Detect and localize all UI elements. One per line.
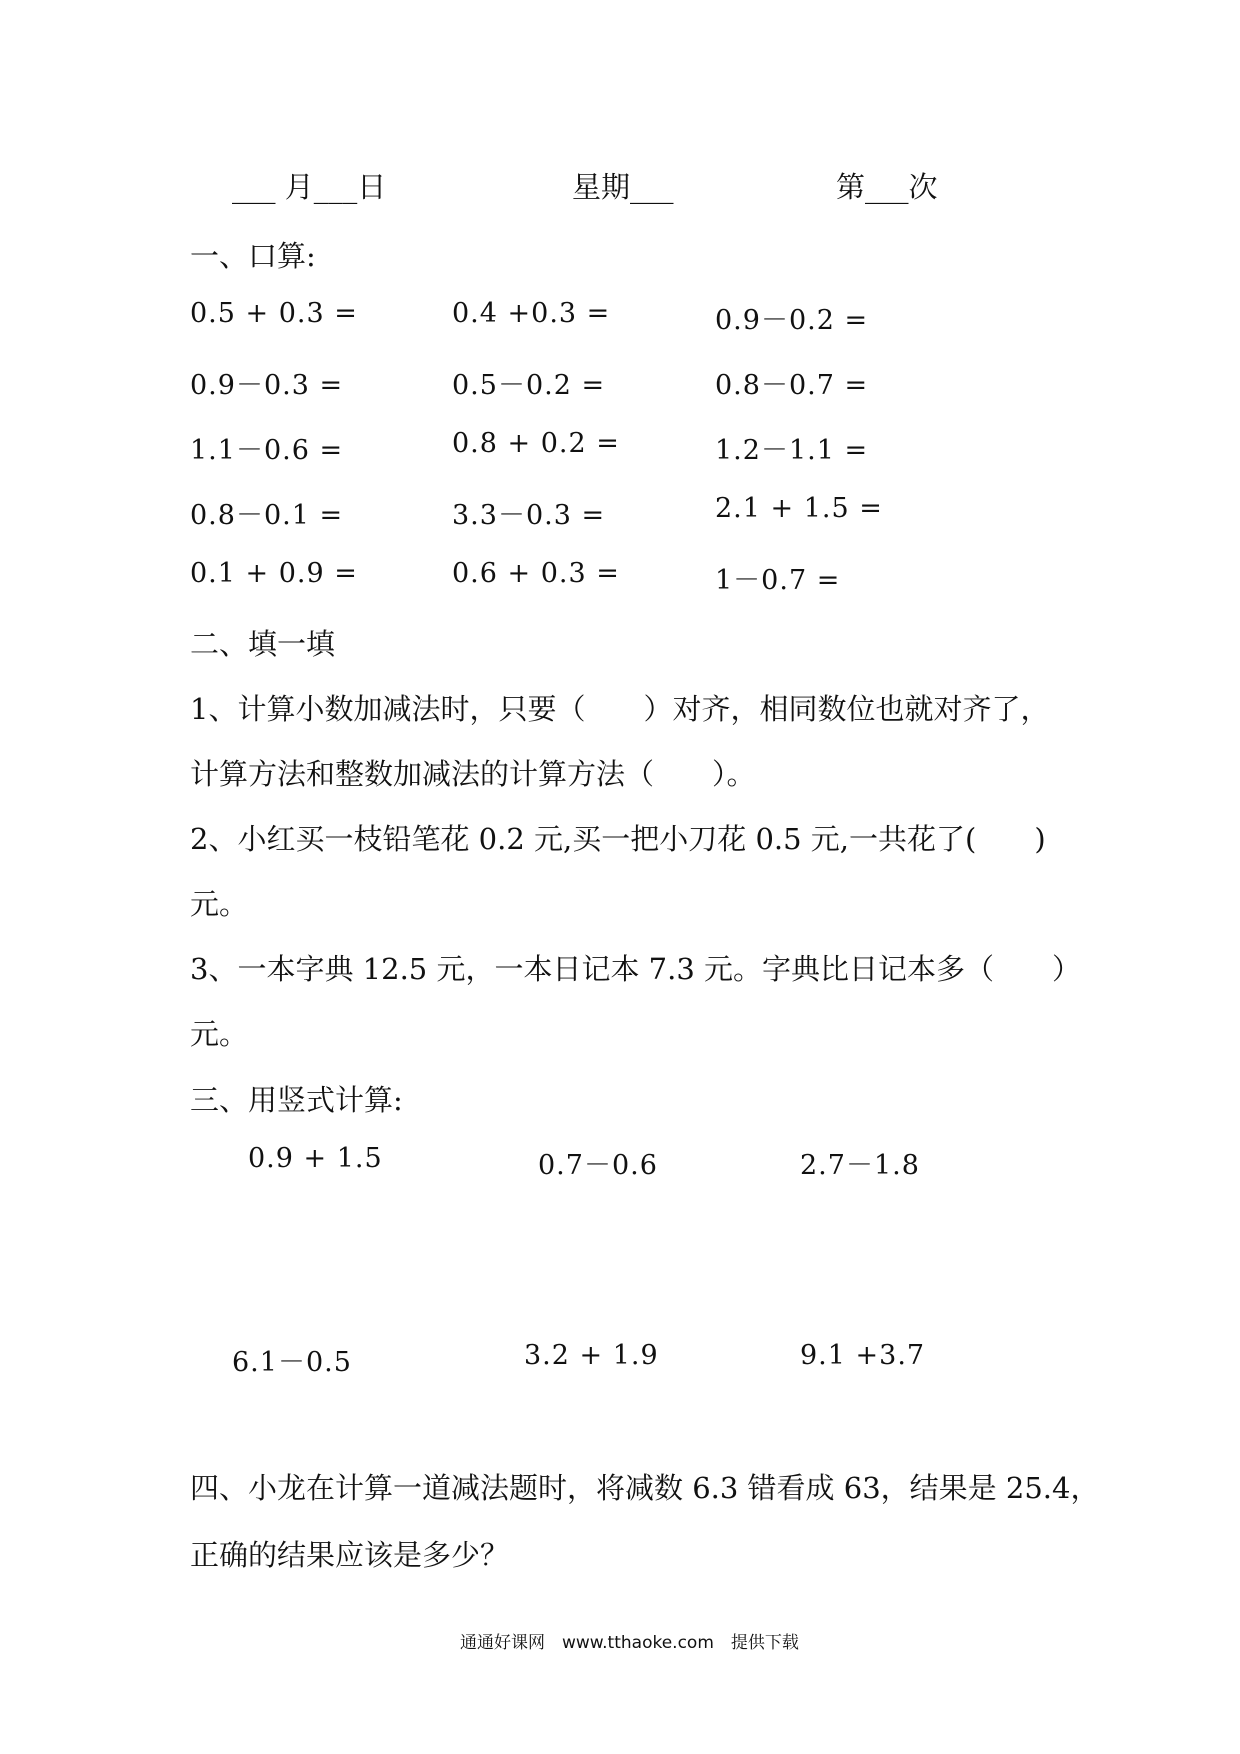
mental-calc-item: 0.9－0.2 =: [715, 305, 869, 336]
fill-question-3-line-1: 3、一本字典 12.5 元，一本日记本 7.3 元。字典比日记本多（ ）: [190, 952, 1082, 986]
vertical-calc-item: 0.7－0.6: [538, 1150, 658, 1181]
fill-question-2-line-1: 2、小红买一枝铅笔花 0.2 元,买一把小刀花 0.5 元,一共花了( ): [190, 822, 1046, 856]
mental-calc-item: 0.5－0.2 =: [452, 370, 606, 401]
mental-calc-item: 1.1－0.6 =: [190, 435, 344, 466]
mental-calc-item: 0.5 + 0.3 =: [190, 298, 358, 329]
mental-calc-item: 0.1 + 0.9 =: [190, 558, 358, 589]
mental-calc-item: 0.8－0.1 =: [190, 500, 344, 531]
vertical-calc-item: 9.1 +3.7: [800, 1340, 926, 1371]
vertical-calc-item: 6.1－0.5: [232, 1347, 352, 1378]
mental-calc-item: 0.6 + 0.3 =: [452, 558, 620, 589]
fill-question-1-line-2: 计算方法和整数加减法的计算方法（ ）。: [190, 757, 756, 791]
vertical-calc-item: 3.2 + 1.9: [524, 1340, 659, 1371]
date-field: ___ 月___日: [232, 170, 387, 204]
section-1-title: 一、口算:: [190, 239, 316, 273]
section-2-title: 二、填一填: [190, 627, 336, 661]
weekday-field: 星期___: [572, 170, 674, 204]
mental-calc-item: 3.3－0.3 =: [452, 500, 606, 531]
session-field: 第___次: [836, 170, 938, 204]
fill-question-3-line-2: 元。: [190, 1017, 249, 1051]
mental-calc-item: 0.8 + 0.2 =: [452, 428, 620, 459]
mental-calc-item: 0.8－0.7 =: [715, 370, 869, 401]
fill-question-1-line-1: 1、计算小数加减法时，只要（ ）对齐，相同数位也就对齐了，: [190, 692, 1050, 726]
vertical-calc-item: 2.7－1.8: [800, 1150, 920, 1181]
mental-calc-item: 0.4 +0.3 =: [452, 298, 611, 329]
mental-calc-item: 0.9－0.3 =: [190, 370, 344, 401]
word-problem-line-1: 四、小龙在计算一道减法题时，将减数 6.3 错看成 63，结果是 25.4，: [190, 1471, 1100, 1505]
vertical-calc-item: 0.9 + 1.5: [248, 1143, 383, 1174]
word-problem-line-2: 正确的结果应该是多少？: [190, 1538, 510, 1572]
mental-calc-item: 1.2－1.1 =: [715, 435, 869, 466]
section-3-title: 三、用竖式计算:: [190, 1083, 403, 1117]
fill-question-2-line-2: 元。: [190, 887, 249, 921]
mental-calc-item: 2.1 + 1.5 =: [715, 493, 883, 524]
footer-source-text: 通通好课网 www.tthaoke.com 提供下载: [460, 1633, 799, 1653]
mental-calc-item: 1－0.7 =: [715, 565, 841, 596]
